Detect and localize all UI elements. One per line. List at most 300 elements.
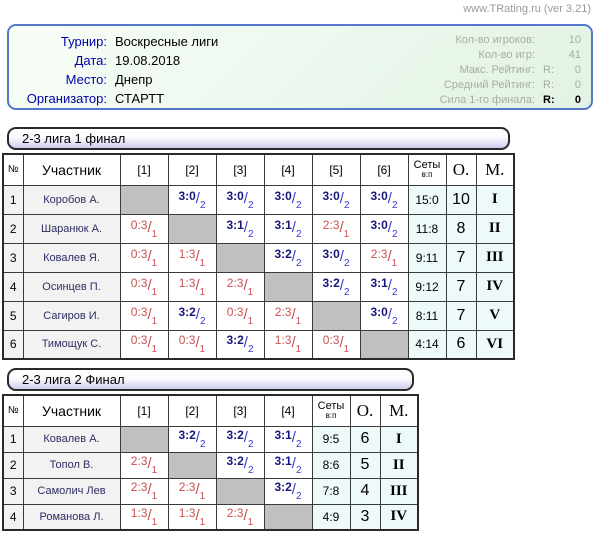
score-slash: / xyxy=(387,218,392,236)
match-points: 1 xyxy=(247,315,254,327)
column-header-round: [2] xyxy=(168,154,216,185)
sets-label: Сеты xyxy=(413,158,441,171)
score-slash: / xyxy=(243,455,248,472)
match-score: 3:0 xyxy=(274,188,292,203)
sets-ratio: 9:11 xyxy=(408,243,446,272)
score-cell xyxy=(264,243,312,272)
score-cell xyxy=(120,243,168,272)
column-header-round: [5] xyxy=(312,154,360,185)
table-row xyxy=(3,185,514,214)
match-points: 1 xyxy=(343,344,350,356)
match-points: 2 xyxy=(247,465,254,476)
match-points: 2 xyxy=(199,199,206,211)
match-score: 0:3 xyxy=(130,246,148,261)
rating-prefix xyxy=(543,48,563,63)
score-cell xyxy=(120,478,168,504)
final-place: II xyxy=(476,214,514,243)
score-cell xyxy=(120,301,168,330)
final-place: IV xyxy=(476,272,514,301)
score-cell xyxy=(312,243,360,272)
score-cell xyxy=(168,504,216,530)
match-score: 0:3 xyxy=(130,275,148,290)
score-cell xyxy=(168,426,216,452)
match-score: 3:2 xyxy=(322,275,340,290)
final-place: I xyxy=(476,185,514,214)
match-points: 2 xyxy=(247,344,254,356)
table-row xyxy=(3,478,418,504)
score-cell xyxy=(120,214,168,243)
match-points: 1 xyxy=(247,286,254,298)
table-row xyxy=(3,452,418,478)
info-stat-row xyxy=(440,93,581,108)
match-points: 2 xyxy=(295,228,302,240)
match-points: 2 xyxy=(199,439,206,450)
score-cell xyxy=(264,185,312,214)
match-score: 0:3 xyxy=(130,333,148,348)
match-score: 3:1 xyxy=(226,217,244,232)
info-field-label: Дата: xyxy=(74,53,107,68)
info-stat-value: 0 xyxy=(574,94,581,106)
match-points: 1 xyxy=(295,344,302,356)
info-stat-label: Средний Рейтинг: xyxy=(443,79,535,91)
score-slash: / xyxy=(243,334,248,352)
score-cell xyxy=(312,272,360,301)
score-cell xyxy=(216,272,264,301)
score-cell xyxy=(216,214,264,243)
info-stat-value: 0 xyxy=(574,79,581,91)
info-stat-label: Кол-во игроков: xyxy=(455,34,535,46)
match-score: 0:3 xyxy=(130,304,148,319)
column-header-round: [4] xyxy=(264,154,312,185)
info-stat-value: 41 xyxy=(568,49,581,61)
league-section xyxy=(2,127,515,360)
score-slash: / xyxy=(339,276,344,294)
score-cell xyxy=(168,243,216,272)
sets-label: Сеты xyxy=(317,399,345,412)
score-slash: / xyxy=(291,455,296,472)
table-row xyxy=(3,243,514,272)
score-cell xyxy=(264,426,312,452)
score-cell xyxy=(120,504,168,530)
column-header-place: М. xyxy=(380,395,418,426)
score-cell xyxy=(216,330,264,359)
column-header-round: [2] xyxy=(168,395,216,426)
row-number: 1 xyxy=(3,426,23,452)
points-total: 6 xyxy=(350,426,380,452)
section-title: 2-3 лига 2 Финал xyxy=(22,372,125,387)
score-cell xyxy=(168,272,216,301)
match-score: 3:0 xyxy=(322,246,340,261)
match-score: 1:3 xyxy=(178,505,196,520)
match-score: 1:3 xyxy=(274,333,292,348)
self-match-cell xyxy=(168,452,216,478)
player-name[interactable]: Топол В. xyxy=(23,452,120,478)
match-score: 3:0 xyxy=(370,188,388,203)
row-number: 6 xyxy=(3,330,23,359)
score-slash: / xyxy=(387,276,392,294)
sets-sublabel: в:п xyxy=(421,169,433,179)
match-score: 3:0 xyxy=(370,304,388,319)
score-cell xyxy=(360,301,408,330)
self-match-cell xyxy=(264,504,312,530)
match-points: 2 xyxy=(247,199,254,211)
match-score: 2:3 xyxy=(274,304,292,319)
score-slash: / xyxy=(195,247,200,265)
match-points: 1 xyxy=(199,257,206,269)
column-header-round: [3] xyxy=(216,395,264,426)
self-match-cell xyxy=(120,185,168,214)
self-match-cell xyxy=(360,330,408,359)
info-field-value: СТАРТТ xyxy=(115,91,165,106)
match-score: 1:3 xyxy=(130,505,148,520)
score-cell xyxy=(168,330,216,359)
match-points: 1 xyxy=(199,491,206,502)
match-score: 1:3 xyxy=(178,275,196,290)
column-header-round: [3] xyxy=(216,154,264,185)
score-cell xyxy=(120,272,168,301)
match-score: 3:1 xyxy=(274,217,292,232)
sets-sublabel: в:п xyxy=(325,410,337,420)
points-total: 7 xyxy=(446,301,476,330)
match-points: 1 xyxy=(151,491,158,502)
column-header-round: [4] xyxy=(264,395,312,426)
score-slash: / xyxy=(243,429,248,446)
final-place: VI xyxy=(476,330,514,359)
info-field-row xyxy=(15,32,218,51)
score-cell xyxy=(264,214,312,243)
row-number: 2 xyxy=(3,452,23,478)
match-score: 2:3 xyxy=(130,454,148,468)
match-points: 1 xyxy=(343,228,350,240)
match-score: 3:2 xyxy=(274,480,292,494)
match-points: 1 xyxy=(151,257,158,269)
match-points: 1 xyxy=(151,286,158,298)
final-place: II xyxy=(380,452,418,478)
points-total: 5 xyxy=(350,452,380,478)
league-sections xyxy=(2,127,515,539)
score-slash: / xyxy=(195,429,200,446)
self-match-cell xyxy=(216,243,264,272)
info-field-value: Днепр xyxy=(115,72,153,87)
final-place: III xyxy=(380,478,418,504)
score-slash: / xyxy=(387,247,392,265)
match-score: 0:3 xyxy=(322,333,340,348)
score-slash: / xyxy=(147,276,152,294)
match-points: 2 xyxy=(295,199,302,211)
match-score: 3:1 xyxy=(274,454,292,468)
sets-ratio: 8:6 xyxy=(312,452,350,478)
match-score: 2:3 xyxy=(226,505,244,520)
points-total: 4 xyxy=(350,478,380,504)
tournament-fields xyxy=(15,32,218,104)
row-number: 3 xyxy=(3,243,23,272)
player-name[interactable]: Шаранюк А. xyxy=(23,214,120,243)
score-cell xyxy=(216,452,264,478)
player-name[interactable]: Коробов А. xyxy=(23,185,120,214)
info-stat-label: Сила 1-го финала: xyxy=(439,94,535,106)
score-slash: / xyxy=(339,218,344,236)
column-header-number: № xyxy=(3,154,23,185)
player-name[interactable]: Тимощук С. xyxy=(23,330,120,359)
section-title: 2-3 лига 1 финал xyxy=(22,131,126,146)
score-slash: / xyxy=(195,189,200,207)
info-stat-value: 0 xyxy=(574,64,581,76)
column-header-round: [1] xyxy=(120,395,168,426)
row-number: 2 xyxy=(3,214,23,243)
score-slash: / xyxy=(195,506,200,524)
self-match-cell xyxy=(264,272,312,301)
info-field-row xyxy=(15,51,218,70)
score-cell xyxy=(168,478,216,504)
points-total: 8 xyxy=(446,214,476,243)
score-slash: / xyxy=(147,334,152,352)
match-score: 2:3 xyxy=(130,480,148,494)
match-score: 3:2 xyxy=(178,304,196,319)
score-cell xyxy=(216,426,264,452)
match-score: 2:3 xyxy=(322,217,340,232)
score-slash: / xyxy=(195,276,200,294)
info-stat-right xyxy=(539,63,581,78)
info-field-row xyxy=(15,89,218,108)
score-cell xyxy=(360,243,408,272)
score-slash: / xyxy=(291,247,296,265)
match-points: 1 xyxy=(391,257,398,269)
info-stat-label: Макс. Рейтинг: xyxy=(459,64,535,76)
self-match-cell xyxy=(216,478,264,504)
score-slash: / xyxy=(291,189,296,207)
column-header-sets xyxy=(312,395,350,426)
score-cell xyxy=(264,452,312,478)
score-slash: / xyxy=(387,189,392,207)
column-header-points: О. xyxy=(350,395,380,426)
match-score: 3:1 xyxy=(274,428,292,442)
final-place: V xyxy=(476,301,514,330)
row-number: 4 xyxy=(3,504,23,530)
section-title-bar xyxy=(7,127,510,150)
match-score: 1:3 xyxy=(178,246,196,261)
tournament-stats xyxy=(440,32,581,104)
match-score: 3:1 xyxy=(370,275,388,290)
score-slash: / xyxy=(243,305,248,323)
column-header-round: [1] xyxy=(120,154,168,185)
score-cell xyxy=(312,214,360,243)
sets-ratio: 4:14 xyxy=(408,330,446,359)
player-name[interactable]: Сагиров И. xyxy=(23,301,120,330)
match-score: 3:0 xyxy=(226,188,244,203)
score-slash: / xyxy=(291,481,296,498)
score-cell xyxy=(264,478,312,504)
score-cell xyxy=(216,185,264,214)
section-title-bar xyxy=(7,368,414,391)
match-points: 1 xyxy=(151,228,158,240)
points-total: 3 xyxy=(350,504,380,530)
match-points: 2 xyxy=(295,465,302,476)
score-slash: / xyxy=(387,305,392,323)
self-match-cell xyxy=(168,214,216,243)
match-points: 2 xyxy=(247,228,254,240)
column-header-sets xyxy=(408,154,446,185)
table-row xyxy=(3,272,514,301)
row-number: 4 xyxy=(3,272,23,301)
match-points: 2 xyxy=(247,439,254,450)
rating-prefix: R: xyxy=(543,64,554,76)
table-row xyxy=(3,426,418,452)
score-slash: / xyxy=(147,247,152,265)
match-points: 2 xyxy=(199,315,206,327)
info-field-row xyxy=(15,70,218,89)
site-watermark-link[interactable]: www.TRating.ru (ver 3.21) xyxy=(463,3,591,15)
sets-ratio: 4:9 xyxy=(312,504,350,530)
match-points: 2 xyxy=(391,315,398,327)
column-header-number: № xyxy=(3,395,23,426)
match-score: 2:3 xyxy=(370,246,388,261)
info-stat-right xyxy=(539,33,581,48)
score-slash: / xyxy=(243,218,248,236)
score-slash: / xyxy=(291,305,296,323)
match-points: 2 xyxy=(343,257,350,269)
match-score: 0:3 xyxy=(178,333,196,348)
info-stat-row xyxy=(440,78,581,93)
info-field-value: Воскресные лиги xyxy=(115,34,219,49)
row-number: 3 xyxy=(3,478,23,504)
match-score: 3:0 xyxy=(322,188,340,203)
score-slash: / xyxy=(195,481,200,498)
column-header-place: М. xyxy=(476,154,514,185)
info-stat-value: 10 xyxy=(568,34,581,46)
info-field-label: Турнир: xyxy=(60,34,107,49)
sets-ratio: 9:12 xyxy=(408,272,446,301)
player-name[interactable]: Осинцев П. xyxy=(23,272,120,301)
column-header-participant: Участник xyxy=(23,154,120,185)
score-slash: / xyxy=(291,429,296,446)
match-score: 0:3 xyxy=(130,217,148,232)
match-points: 1 xyxy=(151,465,158,476)
score-slash: / xyxy=(147,305,152,323)
score-cell xyxy=(360,272,408,301)
info-stat-row xyxy=(440,48,581,63)
score-slash: / xyxy=(147,218,152,236)
score-cell xyxy=(168,301,216,330)
score-slash: / xyxy=(195,334,200,352)
final-place: I xyxy=(380,426,418,452)
points-total: 7 xyxy=(446,243,476,272)
points-total: 7 xyxy=(446,272,476,301)
info-stat-right xyxy=(539,48,581,63)
player-name[interactable]: Ковалев Я. xyxy=(23,243,120,272)
match-points: 2 xyxy=(295,491,302,502)
match-points: 2 xyxy=(343,199,350,211)
score-slash: / xyxy=(243,506,248,524)
info-field-label: Место: xyxy=(65,72,107,87)
match-points: 1 xyxy=(151,344,158,356)
score-cell xyxy=(168,185,216,214)
table-row xyxy=(3,330,514,359)
match-score: 0:3 xyxy=(226,304,244,319)
column-header-points: О. xyxy=(446,154,476,185)
match-score: 2:3 xyxy=(178,480,196,494)
score-cell xyxy=(216,301,264,330)
info-stat-row xyxy=(440,63,581,78)
score-slash: / xyxy=(195,305,200,323)
score-cell xyxy=(312,330,360,359)
score-cell xyxy=(120,330,168,359)
match-score: 3:2 xyxy=(274,246,292,261)
points-total: 10 xyxy=(446,185,476,214)
league-table xyxy=(2,394,419,531)
info-field-value: 19.08.2018 xyxy=(115,53,181,68)
score-slash: / xyxy=(291,334,296,352)
match-points: 1 xyxy=(151,516,158,528)
score-cell xyxy=(264,330,312,359)
self-match-cell xyxy=(312,301,360,330)
match-points: 2 xyxy=(343,286,350,298)
final-place: IV xyxy=(380,504,418,530)
match-score: 3:2 xyxy=(178,428,196,442)
info-stat-right xyxy=(539,78,581,93)
score-cell xyxy=(360,185,408,214)
match-points: 1 xyxy=(199,516,206,528)
tournament-info-panel xyxy=(7,24,593,110)
match-points: 2 xyxy=(391,199,398,211)
match-points: 1 xyxy=(199,344,206,356)
sets-ratio: 7:8 xyxy=(312,478,350,504)
self-match-cell xyxy=(120,426,168,452)
points-total: 6 xyxy=(446,330,476,359)
match-score: 3:0 xyxy=(178,188,196,203)
player-name[interactable]: Романова Л. xyxy=(23,504,120,530)
rating-prefix: R: xyxy=(543,94,555,106)
score-slash: / xyxy=(243,276,248,294)
player-name[interactable]: Самолич Лев xyxy=(23,478,120,504)
score-slash: / xyxy=(147,506,152,524)
match-points: 2 xyxy=(295,439,302,450)
column-header-round: [6] xyxy=(360,154,408,185)
rating-prefix: R: xyxy=(543,79,554,91)
match-score: 2:3 xyxy=(226,275,244,290)
column-header-participant: Участник xyxy=(23,395,120,426)
league-table xyxy=(2,153,515,360)
match-points: 1 xyxy=(151,315,158,327)
sets-ratio: 9:5 xyxy=(312,426,350,452)
score-cell xyxy=(120,452,168,478)
sets-ratio: 15:0 xyxy=(408,185,446,214)
match-points: 2 xyxy=(391,228,398,240)
score-slash: / xyxy=(339,334,344,352)
info-stat-row xyxy=(440,33,581,48)
player-name[interactable]: Ковалев А. xyxy=(23,426,120,452)
score-slash: / xyxy=(339,247,344,265)
row-number: 5 xyxy=(3,301,23,330)
match-score: 3:2 xyxy=(226,333,244,348)
match-score: 3:2 xyxy=(226,454,244,468)
table-row xyxy=(3,301,514,330)
score-cell xyxy=(216,504,264,530)
match-points: 2 xyxy=(295,257,302,269)
sets-ratio: 11:8 xyxy=(408,214,446,243)
info-stat-label: Кол-во игр: xyxy=(478,49,535,61)
row-number: 1 xyxy=(3,185,23,214)
score-cell xyxy=(360,214,408,243)
info-field-label: Организатор: xyxy=(26,91,107,106)
sets-ratio: 8:11 xyxy=(408,301,446,330)
match-score: 3:2 xyxy=(226,428,244,442)
match-points: 1 xyxy=(199,286,206,298)
league-section xyxy=(2,368,515,531)
score-slash: / xyxy=(291,218,296,236)
score-slash: / xyxy=(147,455,152,472)
match-score: 3:0 xyxy=(370,217,388,232)
final-place: III xyxy=(476,243,514,272)
